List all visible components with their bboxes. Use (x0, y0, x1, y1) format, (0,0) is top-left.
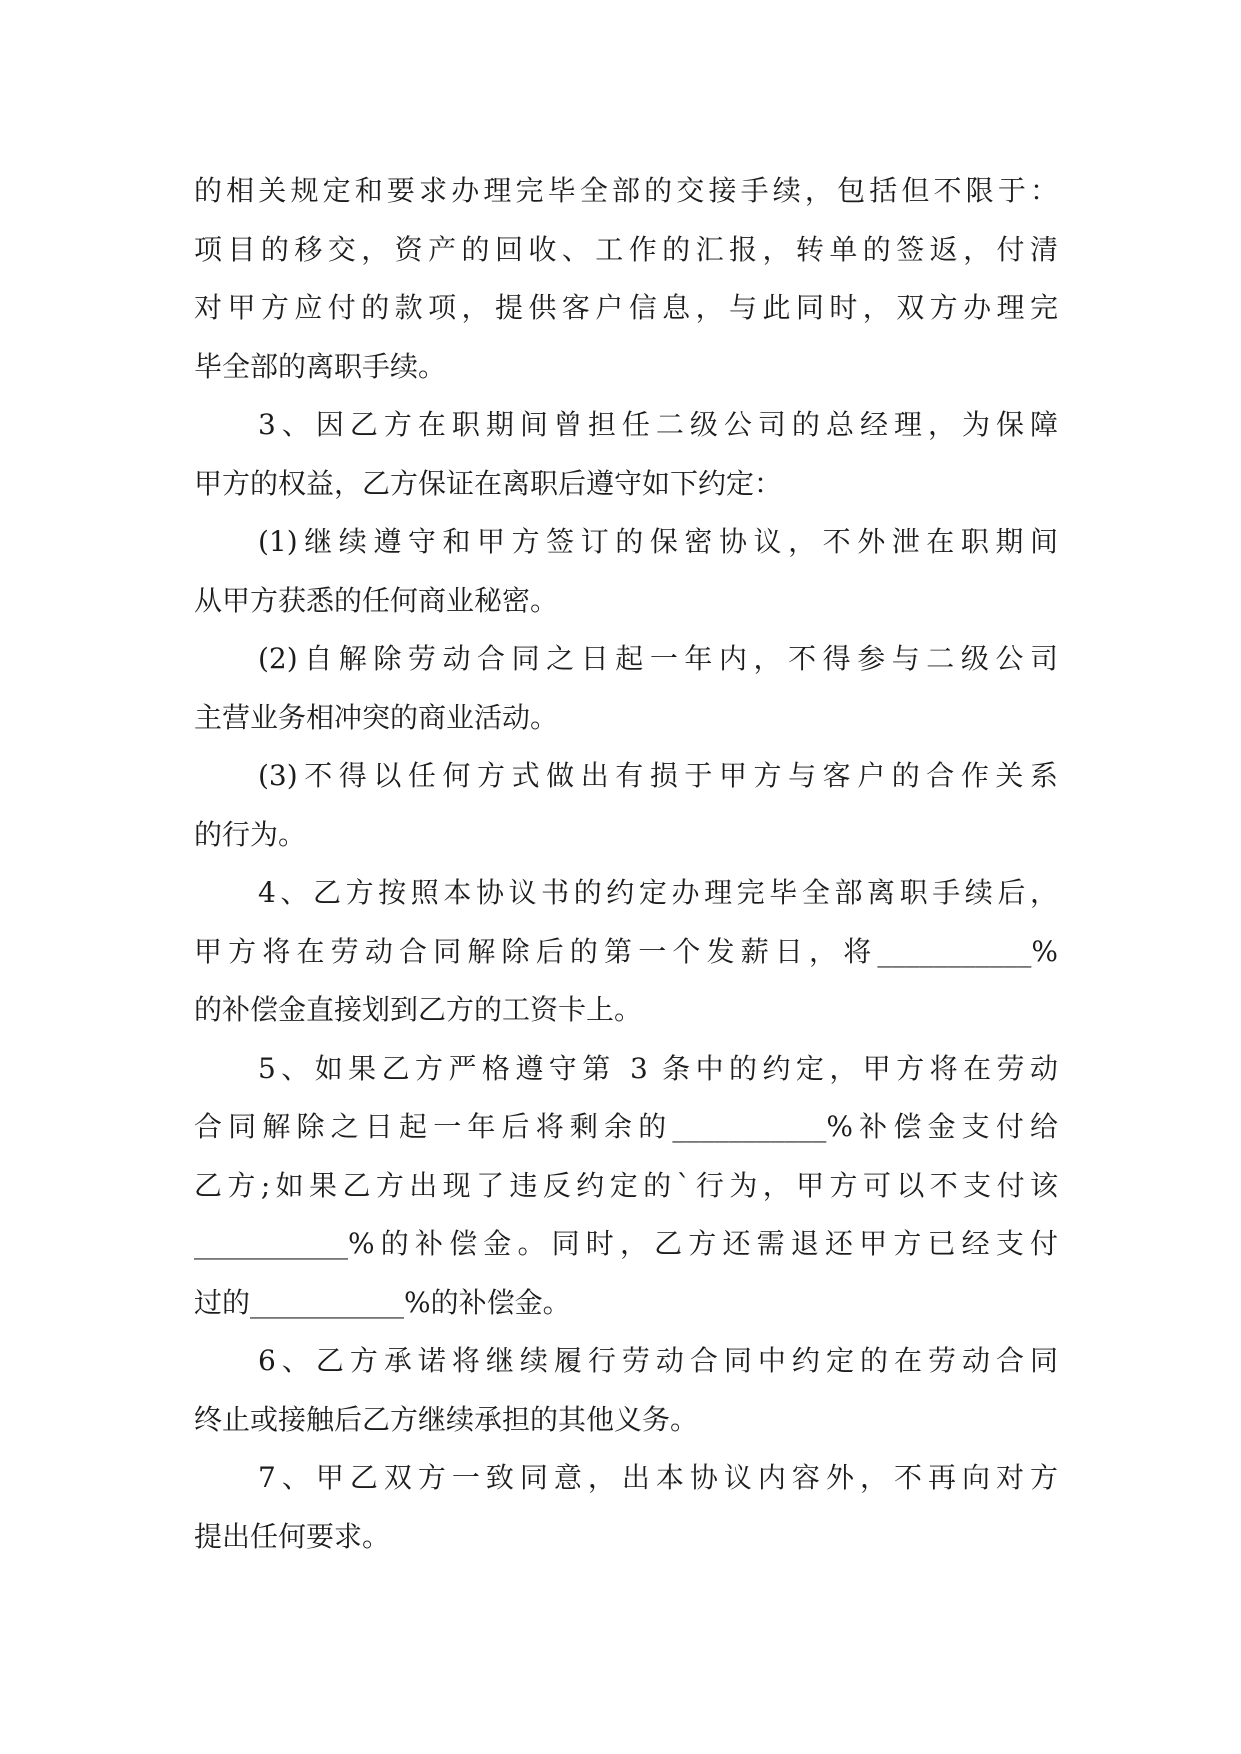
paragraph-line: 对甲方应付的款项，提供客户信息，与此同时，双方办理完 (194, 291, 1058, 324)
paragraph-line: 的行为。 (194, 817, 307, 851)
clause-5 (194, 1040, 1058, 1333)
paragraph-line: 终止或接触后乙方继续承担的其他义务。 (194, 1402, 699, 1436)
paragraph-line: 3、因乙方在职期间曾担任二级公司的总经理，为保障 (258, 408, 1058, 441)
clause-3-item-2 (194, 630, 1058, 747)
paragraph-line: 毕全部的离职手续。 (194, 349, 447, 383)
paragraph-line: 7、甲乙双方一致同意，出本协议内容外，不再向对方 (258, 1461, 1058, 1494)
paragraph-line: ___________%的补偿金。同时，乙方还需退还甲方已经支付 (194, 1227, 1058, 1260)
clause-6 (194, 1332, 1058, 1449)
paragraph-line: 的补偿金直接划到乙方的工资卡上。 (194, 993, 643, 1026)
paragraph-line: 提出任何要求。 (194, 1519, 391, 1553)
clause-3 (194, 396, 1058, 513)
paragraph-line: (3)不得以任何方式做出有损于甲方与客户的合作关系 (258, 759, 1058, 792)
clause-3-item-1 (194, 513, 1058, 630)
clause-4 (194, 864, 1058, 1040)
paragraph-line: 过的___________%的补偿金。 (194, 1285, 571, 1319)
paragraph-line: 从甲方获悉的任何商业秘密。 (194, 583, 559, 617)
paragraph-line: 的相关规定和要求办理完毕全部的交接手续，包括但不限于： (194, 174, 1058, 207)
paragraph-line: 甲方将在劳动合同解除后的第一个发薪日，将___________% (194, 934, 1058, 968)
paragraph-line: 甲方的权益，乙方保证在离职后遵守如下约定： (194, 466, 783, 500)
clause-7 (194, 1449, 1058, 1566)
clause-3-item-3 (194, 747, 1058, 864)
paragraph-line: 主营业务相冲突的商业活动。 (194, 700, 559, 734)
paragraph-line: 乙方;如果乙方出现了违反约定的`行为，甲方可以不支付该 (194, 1168, 1058, 1202)
paragraph-line: 6、乙方承诺将继续履行劳动合同中约定的在劳动合同 (258, 1344, 1058, 1377)
paragraph-line: 4、乙方按照本协议书的约定办理完毕全部离职手续后， (258, 876, 1058, 909)
paragraph-line: 5、如果乙方严格遵守第 3 条中的约定，甲方将在劳动 (258, 1051, 1058, 1085)
paragraph-line: 合同解除之日起一年后将剩余的___________%补偿金支付给 (194, 1110, 1058, 1143)
paragraph-line: (1)继续遵守和甲方签订的保密协议，不外泄在职期间 (258, 525, 1058, 558)
document-body (194, 162, 1058, 1566)
paragraph-line: 项目的移交，资产的回收、工作的汇报，转单的签返，付清 (194, 232, 1058, 266)
paragraph-handover-continuation (194, 162, 1058, 396)
paragraph-line: (2)自解除劳动合同之日起一年内，不得参与二级公司 (258, 642, 1058, 675)
